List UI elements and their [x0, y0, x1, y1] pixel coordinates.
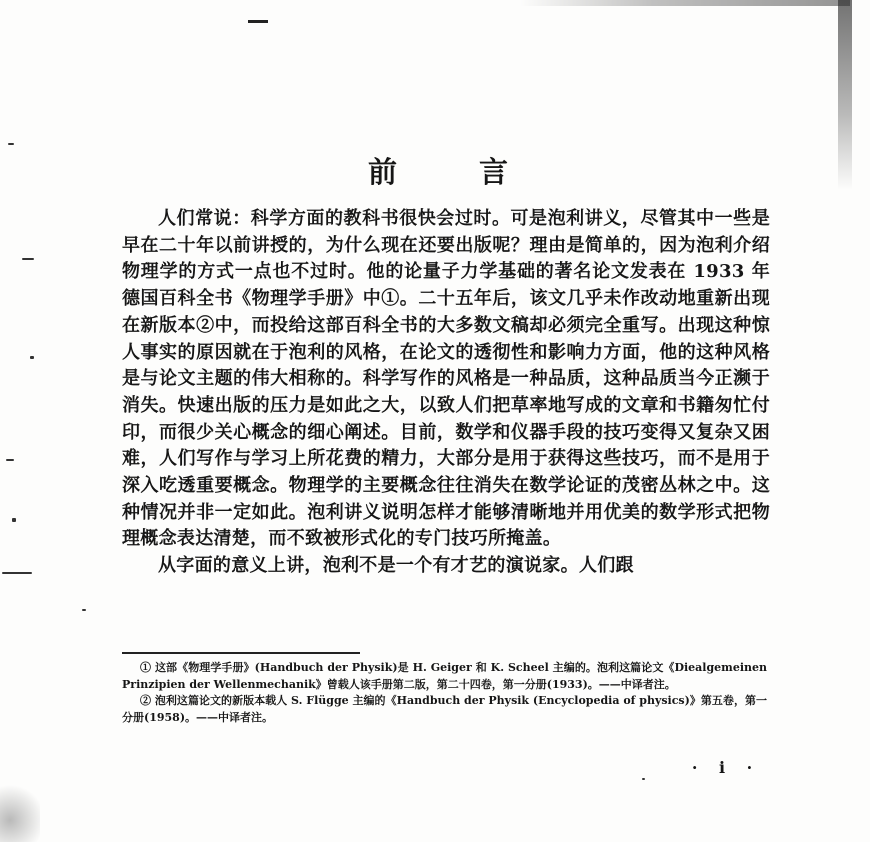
paragraph: 人们常说：科学方面的教科书很快会过时。可是泡利讲义，尽管其中一些是早在二十年以前讲授的，为什么现在还要出版呢？理由是简单的，因为泡利介绍物理学的方式一点也不过时。他的论量子力学基础的著名论文发表在 1933 年德国百科全书《物理学手册》中①。二十五年后，该文几乎未作改动地重新出现在新版本②中，而投给这部百科全书的大多数文稿却必须完全重写。出现这种惊人事实的原因就在于泡利的风格，在论文的透彻性和影响力方面，他的这种风格是与论文主题的伟大相称的。科学写作的风格是一种品质，这种品质当今正濒于消失。快速出版的压力是如此之大，以致人们把草率地写成的文章和书籍匆忙付印，而很少关心概念的细心阐述。目前，数学和仪器手段的技巧变得又复杂又困难，人们写作与学习上所花费的精力，大部分是用于获得这些技巧，而不是用于深入吃透重要概念。物理学的主要概念往往消失在数学论证的茂密丛林之中。这种情况并非一定如此。泡利讲义说明怎样才能够清晰地并用优美的数学形式把物理概念表达清楚，而不致被形式化的专门技巧所掩盖。	[122, 208, 770, 550]
scan-speck	[22, 258, 34, 260]
scan-shadow-left	[0, 780, 40, 842]
scan-speck	[8, 143, 14, 145]
page-number: · i ·	[691, 758, 761, 777]
title-char: 前	[368, 155, 398, 189]
page-title	[368, 150, 508, 194]
title-char: 言	[478, 155, 508, 189]
scan-speck	[6, 459, 14, 461]
scan-shadow-top	[520, 0, 850, 6]
body-text	[122, 206, 770, 580]
scan-speck	[642, 778, 645, 780]
scan-shadow-right	[838, 0, 852, 190]
scan-speck	[30, 356, 34, 359]
scan-speck	[2, 572, 32, 574]
footnotes	[122, 660, 767, 726]
scan-speck	[12, 518, 16, 522]
footnote-divider	[122, 652, 360, 654]
scan-speck	[82, 609, 86, 611]
footnote: ② 泡利这篇论文的新版本载人 S. Flügge 主编的《Handbuch der Physik (Encyclopedia of physics)》第五卷，第一分册(1958)。——中译者注。	[122, 694, 767, 724]
scan-mark-top	[248, 20, 268, 23]
paragraph: 从字面的意义上讲，泡利不是一个有才艺的演说家。人们跟	[158, 555, 634, 577]
footnote: ① 这部《物理学手册》(Handbuch der Physik)是 H. Geiger 和 K. Scheel 主编的。泡利这篇论文《Diealgemeinen Prinzipien der Wellenmechanik》曾载人该手册第二版，第二十四卷，第一分册(1933)。——中译者注。	[122, 661, 767, 691]
